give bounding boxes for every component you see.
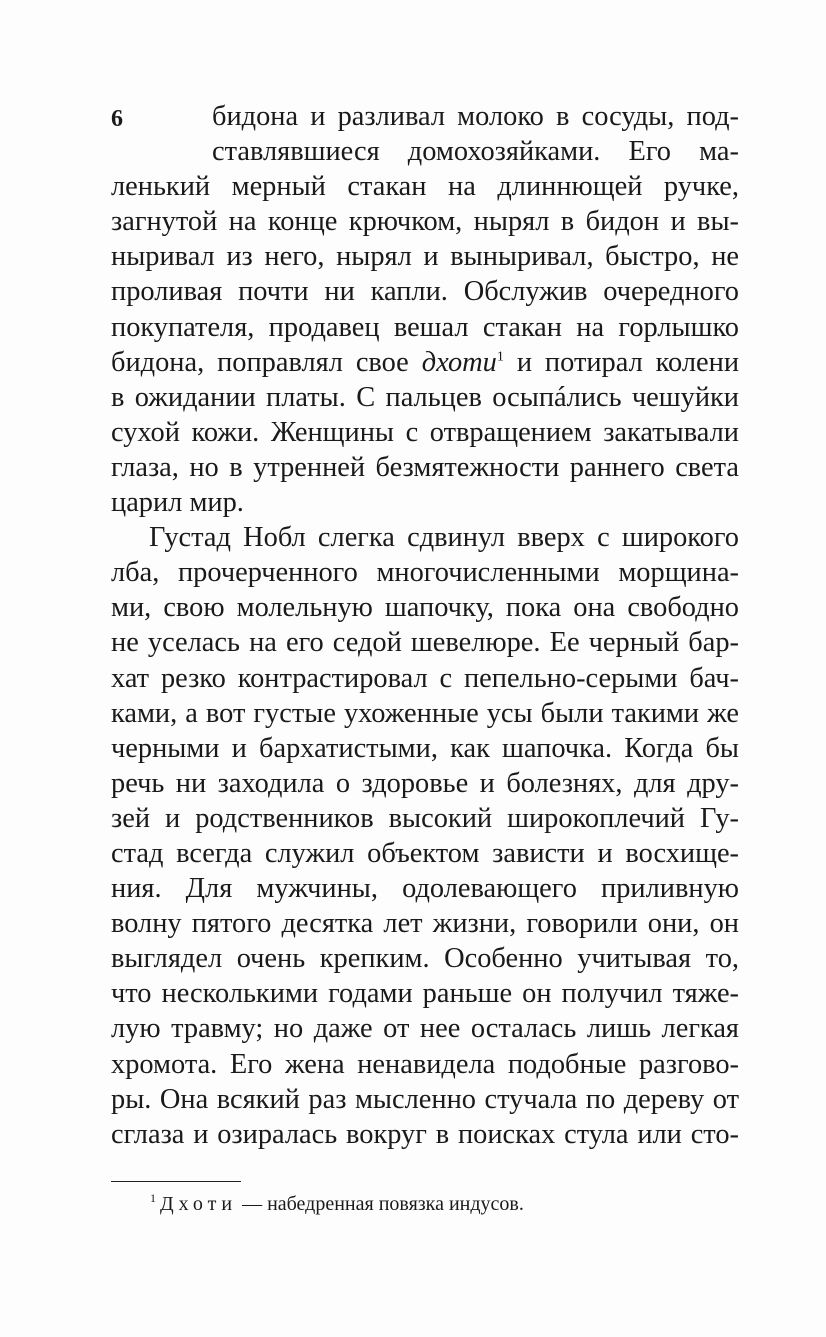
text-line: ками, а вот густые ухоженные усы были такими же [111, 697, 739, 729]
text-line: покупателя, продавец вешал стакан на горлышко [111, 311, 739, 343]
text-line: хромота. Его жена ненавидела подобные разгово- [111, 1048, 739, 1080]
text-line: царил мир. [111, 487, 244, 519]
text-line: что несколькими годами раньше он получил тяже- [111, 978, 739, 1010]
footnote [150, 1189, 524, 1219]
text-segment: и потирал колени [516, 346, 740, 378]
text-line: черными и бархатистыми, как шапочка. Когда бы [111, 732, 739, 764]
text-segment: бидона, поправлял свое [111, 346, 409, 378]
text-line: ленький мерный стакан на длиннющей ручке, [111, 171, 739, 203]
text-line: речь ни заходила о здоровье и болезнях, для дру- [111, 767, 739, 799]
text-line: сухой кожи. Женщины с отвращением закатывали [111, 416, 739, 448]
text-line: сглаза и озиралась вокруг в поисках стула или сто- [111, 1118, 739, 1150]
text-line: не уселась на его седой шевелюре. Ее черный бар- [111, 627, 739, 659]
text-line: ныривал из него, нырял и выныривал, быстро, не [111, 241, 739, 273]
text-line: ры. Она всякий раз мысленно стучала по дереву от [111, 1083, 739, 1115]
body-text [111, 99, 739, 1152]
text-line: загнутой на конце крючком, нырял в бидон и вы- [111, 206, 739, 238]
footnote-text: — набедренная повязка индусов. [242, 1193, 524, 1215]
text-line: волну пятого десятка лет жизни, говорили они, он [111, 908, 739, 940]
page-number: 6 [111, 106, 123, 132]
text-line: ставлявшиеся домохозяйками. Его ма- [212, 136, 739, 168]
text-line: ния. Для мужчины, одолевающего приливную [111, 873, 739, 905]
text-line: лую травму; но даже от нее осталась лишь легкая [111, 1013, 739, 1045]
text-line: стад всегда служил объектом зависти и восхище- [111, 837, 739, 869]
text-line-with-footnote [111, 345, 739, 380]
footnote-divider [111, 1181, 241, 1182]
text-line: лба, прочерченного многочисленными морщина- [111, 557, 739, 589]
italic-term: дхоти [421, 346, 497, 378]
text-line: в ожидании платы. С пальцев осыпáлись чешуйки [111, 381, 739, 413]
text-line: Густад Нобл слегка сдвинул вверх с широкого [149, 522, 739, 554]
text-line: бидона и разливал молоко в сосуды, под- [212, 101, 739, 132]
footnote-term: Дхоти [160, 1193, 238, 1215]
text-line: проливая почти ни капли. Обслужив очередного [111, 276, 739, 308]
text-line: выглядел очень крепким. Особенно учитывая то, [111, 943, 739, 975]
text-line: хат резко контрастировал с пепельно-серыми бач- [111, 662, 739, 694]
text-line: глаза, но в утренней безмятежности раннего света [111, 451, 739, 483]
footnote-marker: 1 [496, 349, 504, 365]
text-line: ми, свою молельную шапочку, пока она свободно [111, 592, 739, 624]
text-line: зей и родственников высокий широкоплечий Гу- [111, 802, 739, 834]
footnote-number: 1 [150, 1191, 156, 1206]
